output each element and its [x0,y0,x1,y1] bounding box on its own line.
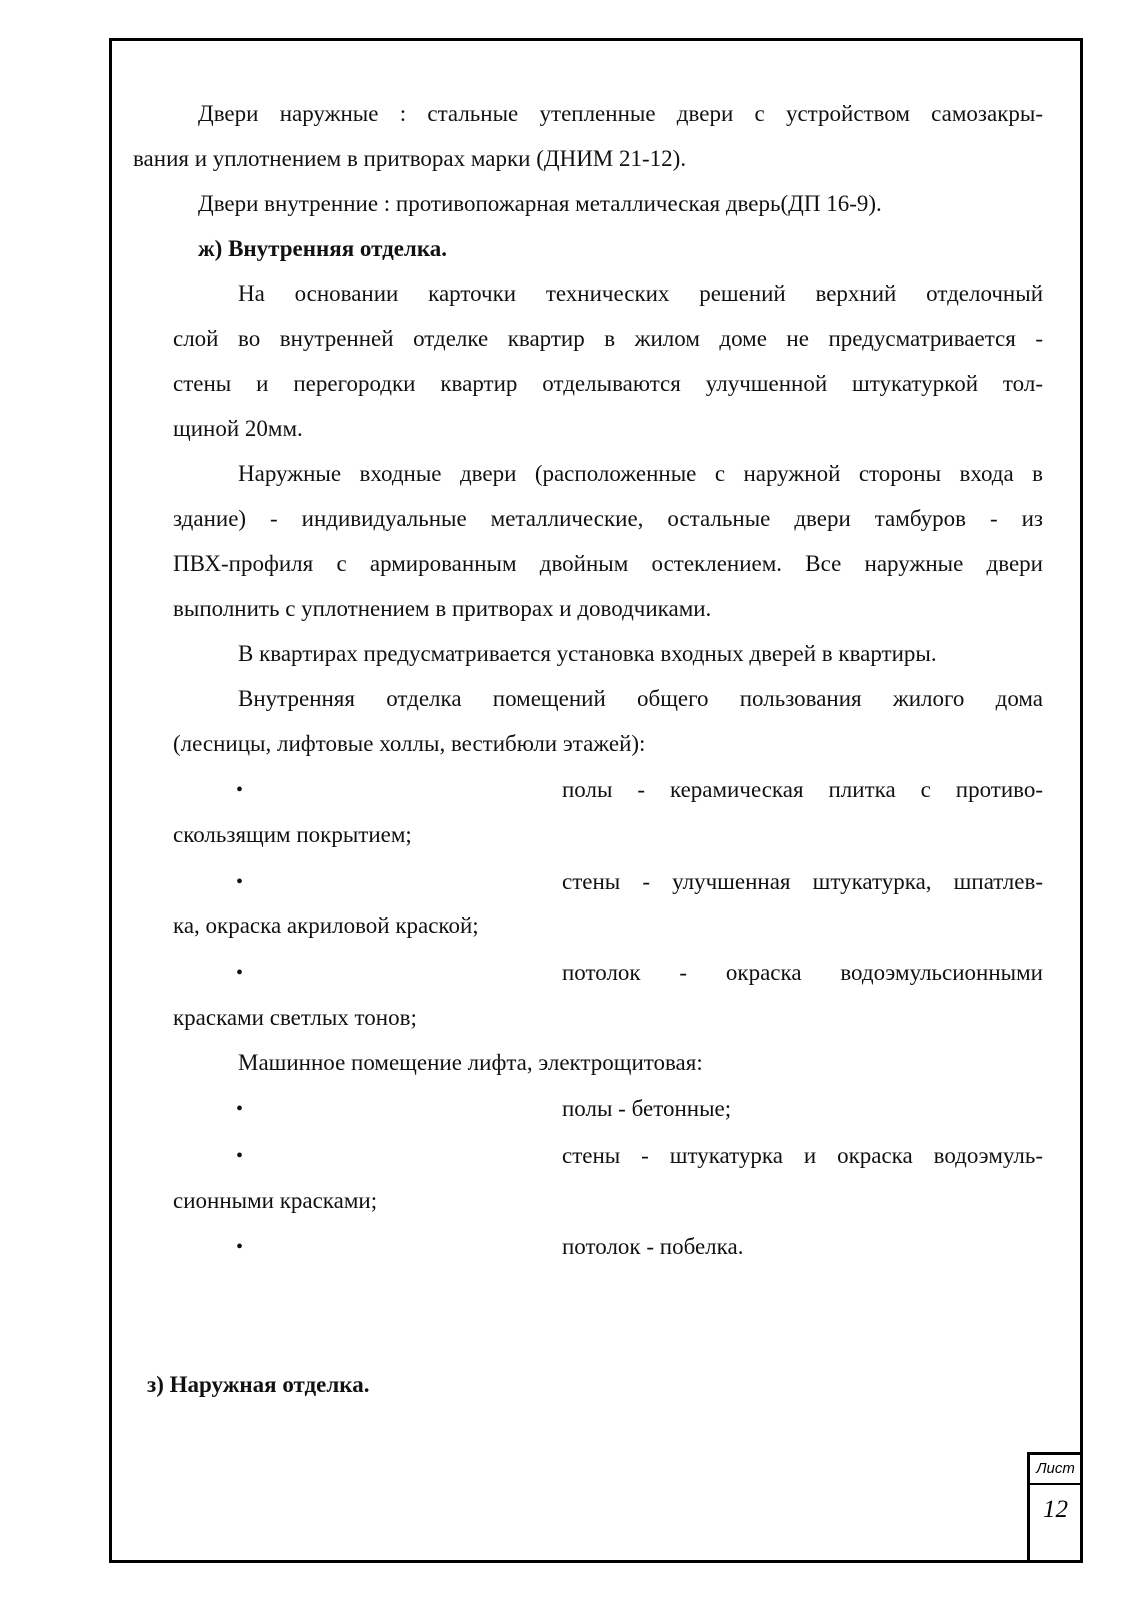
list1-item-3-line-2: красками светлых тонов; [173,1005,417,1030]
bullet-icon: • [236,1145,244,1167]
list2-item-2-line-1: стены - штукатурка и окраска водоэмуль- [562,1143,1043,1168]
sheet-label: Лист [1030,1455,1081,1485]
doors-outer-line-2: вания и уплотнением в притворах марки (ДНИМ 21-12). [133,146,687,171]
bullet-icon: • [236,1236,244,1258]
heading-interior-finish: ж) Внутренняя отделка. [198,236,447,261]
list2-item-1-line-1: полы - бетонные; [562,1096,732,1121]
sheet-number: 12 [1043,1496,1068,1523]
p1-line-3: стены и перегородки квартир отделываются улучшенной штукатуркой тол- [173,371,1043,396]
list1-item-3-line-1: потолок - окраска водоэмульсионными [562,960,1043,985]
sheet-stamp [1027,1452,1081,1562]
list1-item-1-line-1: полы - керамическая плитка с противо- [562,777,1043,802]
p2-line-2: здание) - индивидуальные металлические, остальные двери тамбуров - из [173,506,1043,531]
bullet-icon: • [236,1098,244,1120]
p5-line: Машинное помещение лифта, электрощитовая: [238,1050,703,1075]
list1-item-1-line-2: скользящим покрытием; [173,822,412,847]
p2-line-3: ПВХ-профиля с армированным двойным остеклением. Все наружные двери [173,551,1043,576]
p1-line-4: щиной 20мм. [173,416,303,441]
list1-item-2-line-2: ка, окраска акриловой краской; [173,913,479,938]
p4-line-1: Внутренняя отделка помещений общего пользования жилого дома [238,686,1043,711]
p1-line-2: слой во внутренней отделке квартир в жилом доме не предусматривается - [173,326,1043,351]
list2-item-2-line-2: сионными красками; [173,1188,378,1213]
doors-inner-line: Двери внутренние : противопожарная металлическая дверь(ДП 16-9). [198,191,882,216]
list2-item-3-line-1: потолок - побелка. [562,1234,744,1259]
bullet-icon: • [236,779,244,801]
bullet-icon: • [236,871,244,893]
bullet-icon: • [236,962,244,984]
p1-line-1: На основании карточки технических решений верхний отделочный [238,281,1043,306]
p2-line-1: Наружные входные двери (расположенные с наружной стороны входа в [238,461,1043,486]
heading-exterior-finish: з) Наружная отделка. [147,1372,370,1397]
p2-line-4: выполнить с уплотнением в притворах и доводчиками. [173,596,712,621]
list1-item-2-line-1: стены - улучшенная штукатурка, шпатлев- [562,869,1043,894]
p3-line: В квартирах предусматривается установка входных дверей в квартиры. [238,641,937,666]
doors-outer-line-1: Двери наружные : стальные утепленные двери с устройством самозакры- [198,101,1043,126]
p4-line-2: (лесницы, лифтовые холлы, вестибюли этажей): [173,731,646,756]
